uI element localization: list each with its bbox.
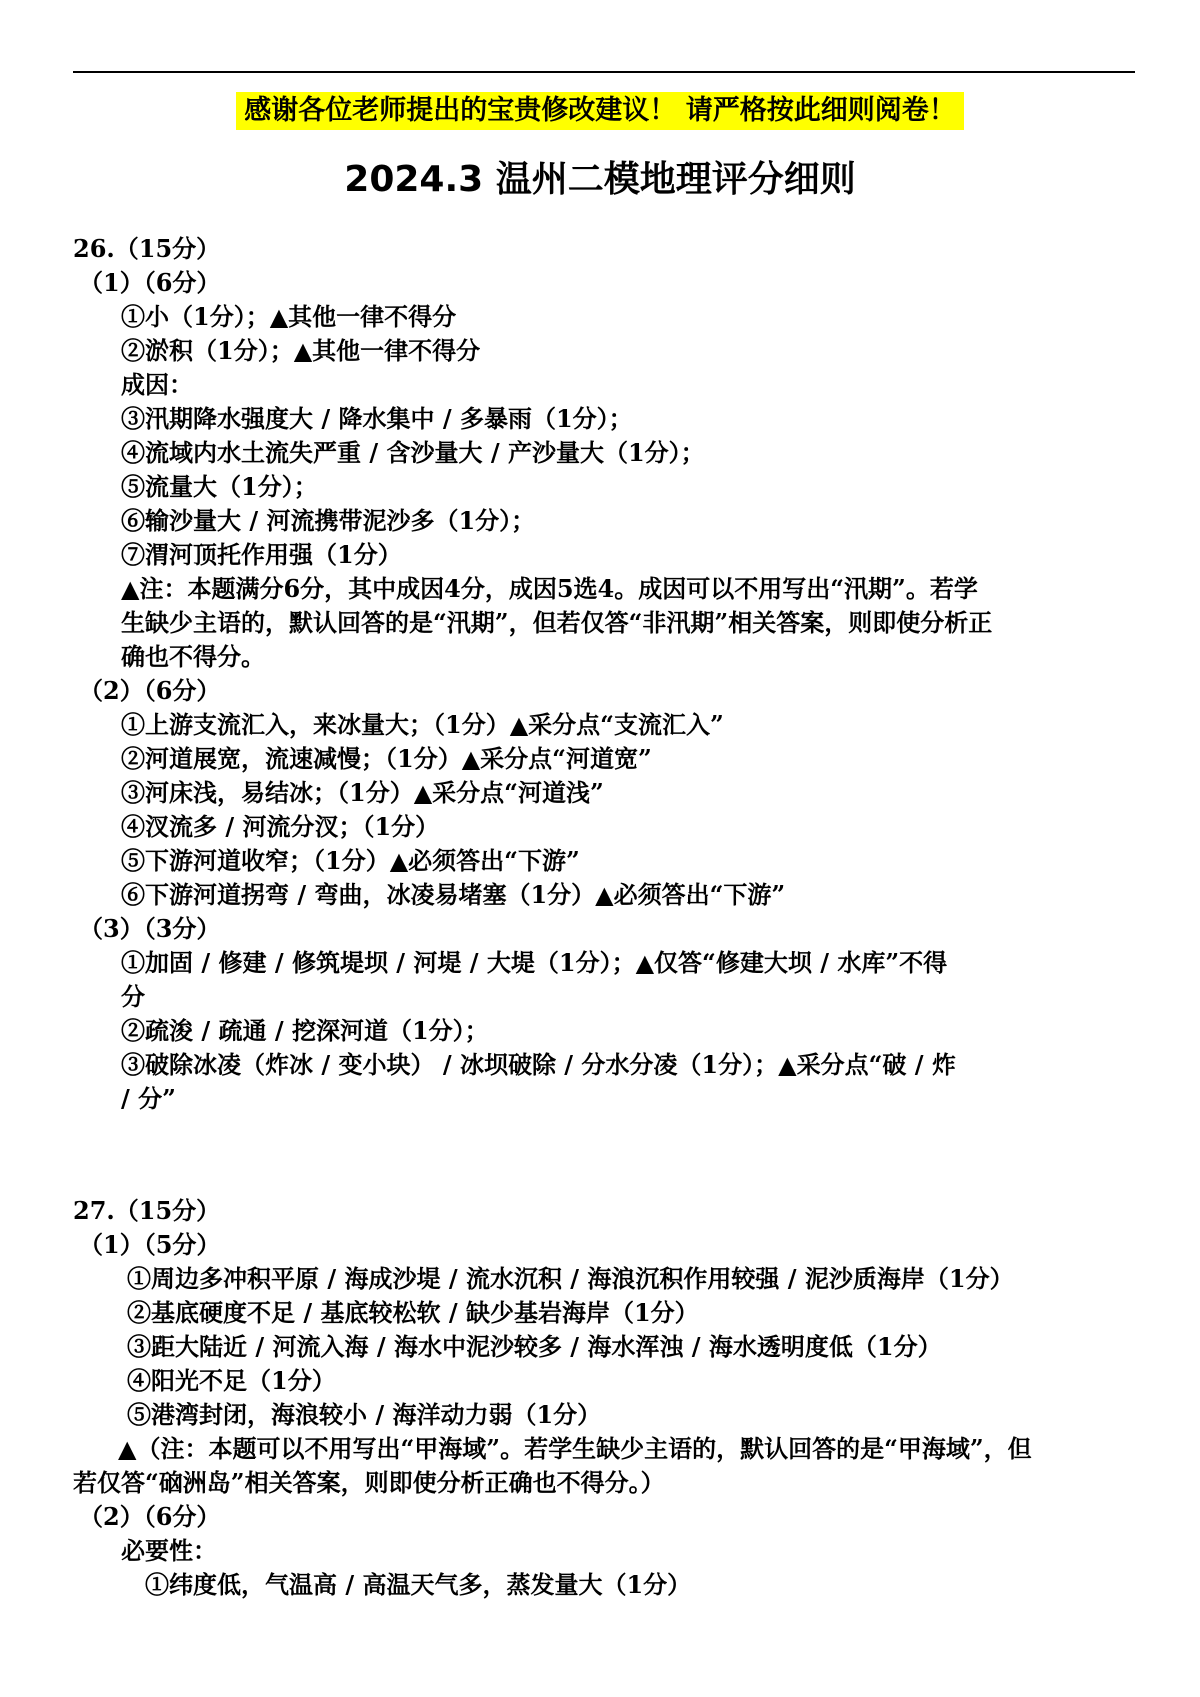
q27-line: ①周边多冲积平原 / 海成沙堤 / 流水沉积 / 海浪沉积作用较强 / 泥沙质海岸（1分） [127,1264,1014,1293]
q26-line: 生缺少主语的，默认回答的是“汛期”，但若仅答“非汛期”相关答案，则即使分析正 [121,608,993,637]
q26-line: ②疏浚 / 疏通 / 挖深河道（1分）； [121,1016,489,1045]
q27-line: ⑤港湾封闭，海浪较小 / 海洋动力弱（1分） [127,1400,602,1429]
q26-line: / 分” [121,1084,176,1113]
q26-line: ①上游支流汇入，来冰量大；（1分）▲采分点“支流汇入” [121,710,724,739]
question-27-section [73,1194,1143,1602]
q27-line: ④阳光不足（1分） [127,1366,336,1395]
q26-line: （1）（6分） [79,268,221,297]
q26-line: ③破除冰凌（炸冰 / 变小块） / 冰坝破除 / 分水分凌（1分）；▲采分点“破 / 炸 [121,1050,956,1079]
q26-line: ⑤下游河道收窄；（1分）▲必须答出“下游” [121,846,580,875]
q26-line: ④流域内水土流失严重 / 含沙量大 / 产沙量大（1分）； [121,438,705,467]
q26-line: ②河道展宽，流速减慢；（1分）▲采分点“河道宽” [121,744,652,773]
q26-line: （2）（6分） [79,676,221,705]
section-gap [73,1116,1143,1194]
q26-line: ②淤积（1分）；▲其他一律不得分 [121,336,481,365]
q26-line: （3）（3分） [79,914,221,943]
q27-line: ①纬度低，气温高 / 高温天气多，蒸发量大（1分） [145,1570,692,1599]
notice-banner [0,92,1200,130]
top-rule [73,71,1135,73]
q27-line: 27.（15分） [73,1196,221,1225]
q26-line: ①小（1分）；▲其他一律不得分 [121,302,457,331]
q26-line: 成因： [121,370,193,399]
q27-line: 必要性： [121,1536,217,1565]
q27-line: ▲（注：本题可以不用写出“甲海域”。若学生缺少主语的，默认回答的是“甲海域”，但 [118,1434,1032,1463]
q26-line: ⑦渭河顶托作用强（1分） [121,540,402,569]
q26-line: ③汛期降水强度大 / 降水集中 / 多暴雨（1分）； [121,404,633,433]
question-26-section [73,232,1143,1116]
q26-line: ⑥输沙量大 / 河流携带泥沙多（1分）； [121,506,536,535]
q26-line: 分 [121,982,145,1011]
q26-line: ④汊流多 / 河流分汊；（1分） [121,812,440,841]
q26-line: ⑤流量大（1分）； [121,472,318,501]
q26-line: ③河床浅，易结冰；（1分）▲采分点“河道浅” [121,778,604,807]
notice-text: 感谢各位老师提出的宝贵修改建议！ 请严格按此细则阅卷！ [236,92,963,130]
q27-line: （1）（5分） [79,1230,221,1259]
q26-line: 确也不得分。 [121,642,265,671]
q26-line: ▲注：本题满分6分，其中成因4分，成因5选4。成因可以不用写出“汛期”。若学 [121,574,978,603]
q27-line: ②基底硬度不足 / 基底较松软 / 缺少基岩海岸（1分） [127,1298,699,1327]
q27-line: 若仅答“硇洲岛”相关答案，则即使分析正确也不得分。） [73,1468,665,1497]
q27-line: （2）（6分） [79,1502,221,1531]
scoring-content [73,232,1143,1602]
q27-line: ③距大陆近 / 河流入海 / 海水中泥沙较多 / 海水浑浊 / 海水透明度低（1分） [127,1332,942,1361]
page-title: 2024.3 温州二模地理评分细则 [344,159,856,200]
q26-line: 26.（15分） [73,234,221,263]
q26-line: ⑥下游河道拐弯 / 弯曲，冰凌易堵塞（1分）▲必须答出“下游” [121,880,786,909]
q26-line: ①加固 / 修建 / 修筑堤坝 / 河堤 / 大堤（1分）；▲仅答“修建大坝 / 水库”不得 [121,948,948,977]
